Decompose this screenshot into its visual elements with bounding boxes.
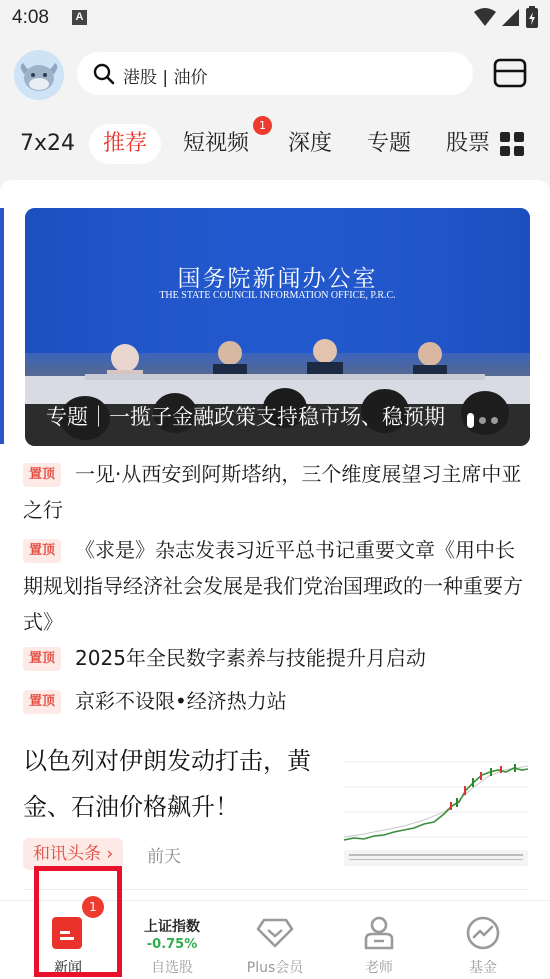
- nav-news-label: 新闻: [54, 960, 82, 976]
- pinned-title: 2025年全民数字素养与技能提升月启动: [75, 646, 426, 670]
- grid-menu-icon[interactable]: [500, 132, 524, 156]
- tab-stocks[interactable]: 股票: [446, 131, 491, 156]
- channel-tabs: [0, 116, 550, 172]
- nav-teacher-label: 老师: [365, 960, 393, 976]
- source-name: 和讯头条: [33, 844, 101, 864]
- cow-mascot-icon: [14, 50, 64, 100]
- carousel-prev-peek: [0, 208, 4, 444]
- banner-venue-title: 国务院新闻办公室: [177, 266, 378, 292]
- pinned-tag: 置顶: [23, 463, 61, 487]
- index-name: 上证指数: [144, 919, 200, 935]
- banner-carousel[interactable]: [25, 208, 530, 446]
- notification-icon: A: [72, 10, 87, 25]
- pinned-title: 京彩不设限•经济热力站: [75, 689, 287, 713]
- chevron-right-icon: ›: [106, 844, 114, 864]
- pinned-tag: 置顶: [23, 690, 61, 714]
- nav-news-badge: 1: [82, 896, 104, 918]
- battery-icon: [526, 6, 538, 28]
- teacher-icon: [363, 915, 395, 951]
- fund-icon: [465, 915, 501, 951]
- tab-short-video[interactable]: 短视频: [183, 131, 250, 156]
- signal-icon: [502, 7, 520, 27]
- carousel-dot: [479, 417, 486, 424]
- pinned-title: 一见·从西安到阿斯塔纳，三个维度展望习主席中亚之行: [23, 462, 522, 522]
- status-time: 4:08: [12, 7, 49, 28]
- pinned-title: 《求是》杂志发表习近平总书记重要文章《用中长期规划指导经济社会发展是我们党治国理政的一种重要方式》: [23, 538, 523, 634]
- mail-icon[interactable]: [493, 58, 527, 88]
- nav-plus[interactable]: [226, 901, 324, 979]
- tab-badge: 1: [253, 116, 272, 135]
- pinned-item[interactable]: [23, 683, 528, 719]
- search-icon: [93, 63, 115, 85]
- nav-watchlist-label: 自选股: [151, 960, 193, 976]
- nav-plus-label: Plus会员: [246, 960, 304, 976]
- status-bar: [0, 0, 550, 38]
- tab-depth[interactable]: 深度: [288, 131, 333, 156]
- highlight-box: [34, 866, 122, 977]
- price-chart-thumbnail: [344, 742, 528, 866]
- tab-recommend[interactable]: 推荐: [89, 124, 161, 164]
- wifi-icon: [474, 7, 496, 27]
- diamond-icon: [256, 917, 294, 949]
- article-time: 前天: [147, 847, 181, 867]
- top-bar: [0, 38, 550, 112]
- search-box[interactable]: [77, 52, 473, 95]
- feed-content: [0, 180, 550, 900]
- pinned-item[interactable]: [23, 456, 528, 528]
- nav-watchlist[interactable]: [124, 901, 220, 979]
- article-title: 以色列对伊朗发动打击，黄金、石油价格飙升！: [23, 747, 311, 821]
- tab-topics[interactable]: 专题: [367, 131, 412, 156]
- carousel-dots: [467, 413, 498, 428]
- pinned-item[interactable]: [23, 640, 528, 676]
- carousel-dot: [491, 417, 498, 424]
- pinned-tag: 置顶: [23, 647, 61, 671]
- nav-teacher[interactable]: [330, 901, 428, 979]
- banner-venue-subtitle: THE STATE COUNCIL INFORMATION OFFICE, P.R.C.: [159, 290, 396, 301]
- pinned-tag: 置顶: [23, 539, 61, 563]
- bottom-nav: [0, 900, 550, 979]
- nav-fund[interactable]: [434, 901, 532, 979]
- carousel-dot-active: [467, 413, 474, 428]
- tab-7x24[interactable]: 7x24: [20, 131, 76, 156]
- search-placeholder: 港股 | 油价: [123, 68, 208, 88]
- banner-caption: 专题｜一揽子金融政策支持稳市场、稳预期: [46, 405, 445, 429]
- nav-fund-label: 基金: [469, 960, 497, 976]
- status-indicators: [474, 6, 538, 28]
- avatar[interactable]: [14, 50, 64, 100]
- index-change: -0.75%: [146, 937, 198, 952]
- pinned-item[interactable]: [23, 532, 528, 640]
